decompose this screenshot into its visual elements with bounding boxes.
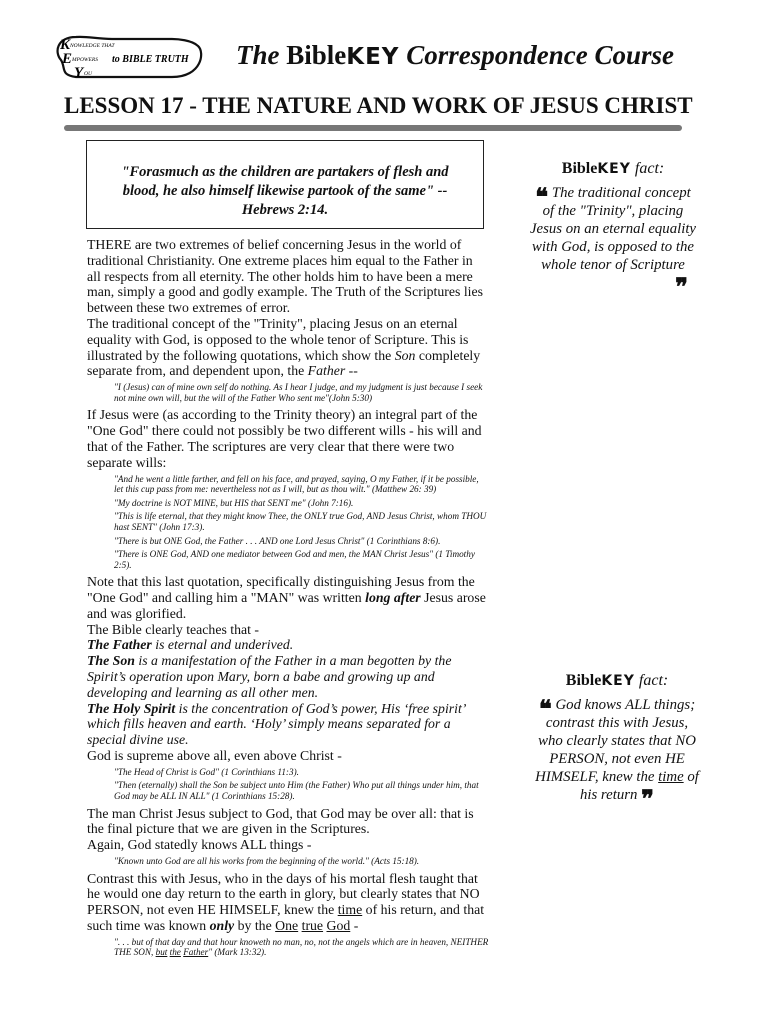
- quotation-group-wills: [114, 474, 489, 571]
- fact-heading: BibleKEY fact:: [565, 672, 669, 689]
- quotation-john-7-16: "My doctrine is NOT MINE, but HIS that SENT me" (John 7:16).: [114, 497, 354, 508]
- close-quote-icon: ❞: [641, 784, 655, 813]
- paragraph-knows-all: Again, God statedly knows ALL things -: [87, 837, 312, 853]
- logo-tagline: to BIBLE TRUTH: [112, 54, 189, 65]
- logo-line1: NOWLEDGE THAT: [70, 43, 115, 49]
- logo-e: E: [62, 51, 73, 67]
- logo-line3: OU: [84, 71, 92, 77]
- open-quote-icon: ❝: [538, 694, 552, 723]
- definition-holy-spirit: The Holy Spirit is the concentration of God’s power, His ‘free spirit’ which fills heaven and earth. ‘Holy’ simply means separated for a special divine use.: [87, 700, 465, 748]
- quotation-mark-13-32: ". . . but of that day and that hour knoweth no man, no, not the angels which are in heaven, NEITHER THE SON, but the Father" (Mark 13:32).: [114, 936, 489, 958]
- close-quote-icon: ❞: [675, 272, 688, 301]
- paragraph-intro: THERE are two extremes of belief concerning Jesus in the world of traditional Christianity. One extreme places him equal to the Father in all respects from all eternity. The other holds him to have been a mere man, simply a good and godly example. The Truth of the Scriptures lies between these two extremes of error.: [87, 237, 483, 316]
- open-quote-icon: ❝: [535, 182, 549, 211]
- quotation-john-5-30: "I (Jesus) can of mine own self do nothing. As I hear I judge, and my judgment is just because I seek not mine own will, but the will of the Father Who sent me"(John 5:30): [114, 382, 483, 403]
- course-logo: [52, 30, 207, 82]
- course-title: [236, 40, 674, 71]
- scripture-quote-box: "Forasmuch as the children are partakers of flesh and blood, he also himself likewise partook of the same" -- Hebrews 2:14.: [86, 140, 484, 229]
- paragraph-note: Note that this last quotation, specifically distinguishing Jesus from the "One God" and calling him a "MAN" was written long after Jesus arose and was glorified.: [87, 574, 486, 621]
- title-key: KEY: [346, 44, 400, 70]
- title-bible: Bible: [286, 40, 347, 70]
- biblekey-fact-trinity: [528, 160, 698, 301]
- biblekey-fact-knowledge: [532, 672, 702, 813]
- fact-text: ❝ The traditional concept of the "Trinity", placing Jesus on an eternal equality with God, is opposed to the whole tenor of Scripture: [529, 182, 697, 273]
- paragraph-final-picture: The man Christ Jesus subject to God, that God may be over all: that is the final picture that we are given in the Scriptures.: [87, 805, 474, 837]
- lesson-body: [87, 237, 489, 962]
- quotation-matthew: "And he went a little farther, and fell on his face, and prayed, saying, O my Father, if it be possible, let this cup pass from me: nevertheless not as I will, but as thou wilt." (Matthew 26: 39): [114, 473, 479, 495]
- title-course: Correspondence Course: [406, 40, 674, 70]
- title-divider: [64, 125, 682, 131]
- paragraph-trinity: The traditional concept of the "Trinity", placing Jesus on an eternal equality with God, is opposed to the whole tenor of Scripture. This is illustrated by the following quotations, which show the Son completely separate from, and dependent upon, the Father --: [87, 315, 481, 379]
- paragraph-bible-teaches: The Bible clearly teaches that -: [87, 621, 259, 637]
- lesson-title: LESSON 17 - THE NATURE AND WORK OF JESUS CHRIST: [64, 93, 693, 118]
- quotation-acts-15-18: "Known unto God are all his works from the beginning of the world." (Acts 15:18).: [114, 856, 420, 867]
- definition-father: The Father is eternal and underived.: [87, 637, 294, 653]
- fact-text: ❝ God knows ALL things; contrast this with Jesus, who clearly states that NO PERSON, not even HE HIMSELF, knew the time of his return ❞: [535, 694, 699, 813]
- quotation-group-head: [114, 767, 489, 802]
- quotation-1cor-8-6: "There is but ONE God, the Father . . . AND one Lord Jesus Christ" (1 Corinthians 8:6).: [114, 535, 441, 546]
- quotation-1cor-15-28: "Then (eternally) shall the Son be subject unto Him (the Father) Who put all things under him, that God may be ALL IN ALL" (1 Corinthians 15:28).: [114, 780, 479, 802]
- definition-son: The Son is a manifestation of the Father in a man begotten by the Spirit’s operation upon Mary, born a babe and growing up and developing and learning as all other men.: [87, 653, 452, 700]
- fact-heading: BibleKEY fact:: [561, 160, 665, 177]
- logo-k: K: [60, 37, 71, 53]
- quotation-john-17-3: "This is life eternal, that they might know Thee, the ONLY true God, AND Jesus Christ, whom THOU hast SENT" (John 17:3).: [114, 511, 487, 532]
- quotation-1tim-2-5: "There is ONE God, AND one mediator between God and men, the MAN Christ Jesus" (1 Timothy 2:5).: [114, 549, 475, 570]
- paragraph-contrast: Contrast this with Jesus, who in the days of his mortal flesh taught that he would one day return to the earth in glory, but clearly states that NO PERSON, not even HE HIMSELF, knew the time of his return, and that such time was known only by the One true God -: [87, 870, 485, 934]
- title-the: The: [236, 40, 280, 70]
- paragraph-god-supreme: God is supreme above all, even above Christ -: [87, 748, 342, 764]
- paragraph-two-wills: If Jesus were (as according to the Trinity theory) an integral part of the "One God" there could not possibly be two different wills - his will and that of the Father. The scriptures are very clear that there were two separate wills:: [87, 407, 482, 470]
- logo-line2: MPOWERS: [72, 57, 98, 63]
- logo-y: Y: [74, 65, 84, 81]
- quotation-1cor-11-3: "The Head of Christ is God" (1 Corinthians 11:3).: [114, 766, 299, 777]
